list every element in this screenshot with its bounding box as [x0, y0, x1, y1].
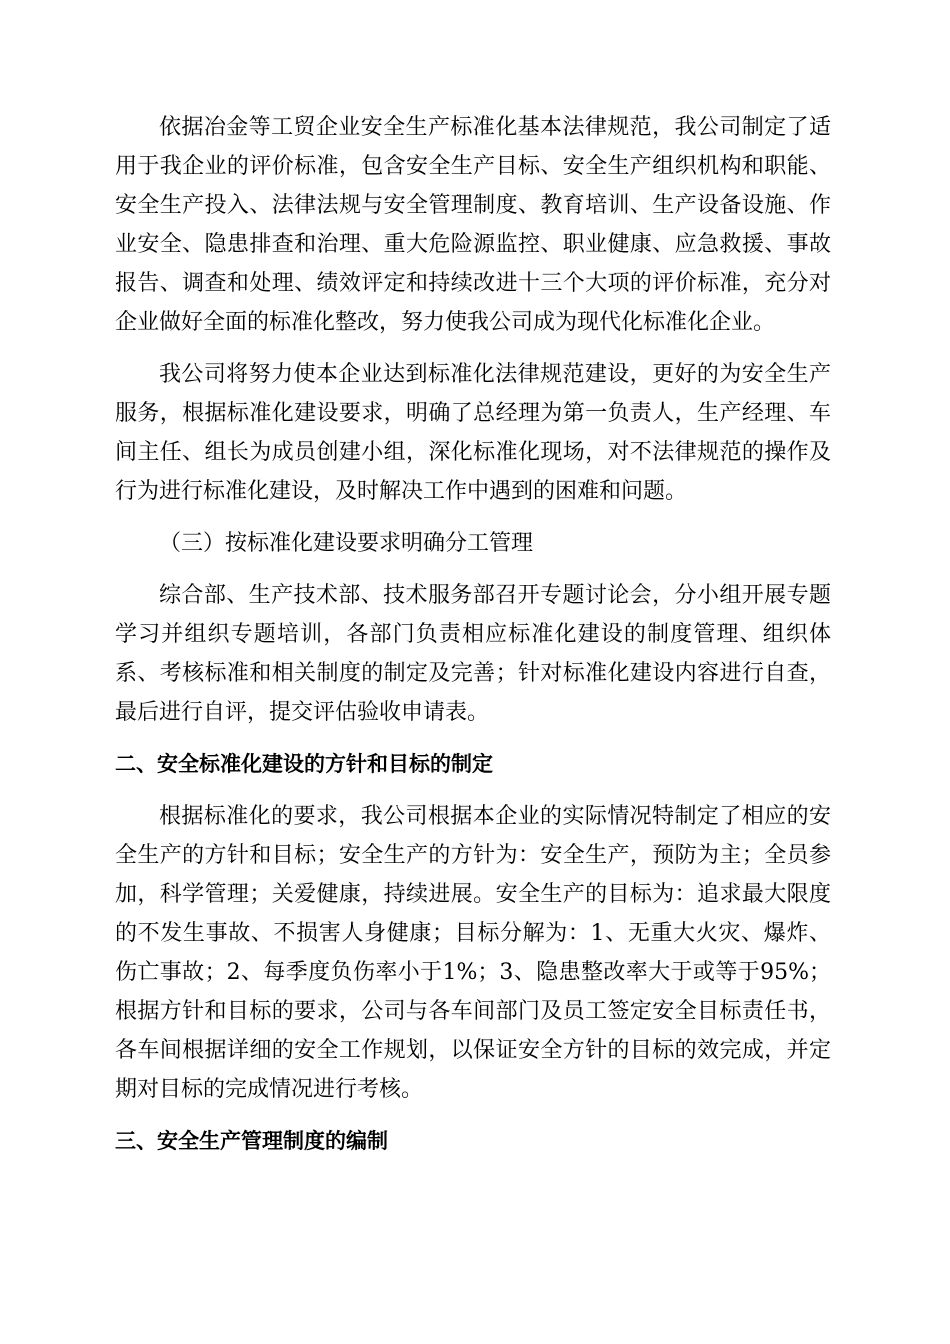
paragraph-standardization-leadership: 我公司将努力使本企业达到标准化法律规范建设，更好的为安全生产服务，根据标准化建设要求，明确了总经理为第一负责人，生产经理、车间主任、组长为成员创建小组，深化标准化现场，对不法律规范的操作及行为进行标准化建设，及时解决工作中遇到的困难和问题。 — [115, 362, 831, 504]
subheading-division-of-labor: （三）按标准化建设要求明确分工管理 — [159, 531, 534, 556]
section-heading-management-system: 三、安全生产管理制度的编制 — [115, 1129, 388, 1153]
paragraph-policy-and-goals: 根据标准化的要求，我公司根据本企业的实际情况特制定了相应的安全生产的方针和目标；安全生产的方针为：安全生产，预防为主；全员参加，科学管理；关爱健康，持续进展。安全生产的目标为：追求最大限度的不发生事故、不损害人身健康；目标分解为：1、无重大火灾、爆炸、伤亡事故；2、每季度负伤率小于1%；3、隐患整改率大于或等于95%；根据方针和目标的要求，公司与各车间部门及员工签定安全目标责任书，各车间根据详细的安全工作规划，以保证安全方针的目标的效完成，并定期对目标的完成情况进行考核。 — [115, 804, 831, 1102]
section-heading-policy-and-goals: 二、安全标准化建设的方针和目标的制定 — [115, 752, 493, 776]
paragraph-evaluation-standards: 依据冶金等工贸企业安全生产标准化基本法律规范，我公司制定了适用于我企业的评价标准，包含安全生产目标、安全生产组织机构和职能、安全生产投入、法律法规与安全管理制度、教育培训、生产设备设施、作业安全、隐患排查和治理、重大危险源监控、职业健康、应急救援、事故报告、调查和处理、绩效评定和持续改进十三个大项的评价标准，充分对企业做好全面的标准化整改，努力使我公司成为现代化标准化企业。 — [115, 115, 831, 335]
paragraph-department-tasks: 综合部、生产技术部、技术服务部召开专题讨论会，分小组开展专题学习并组织专题培训，各部门负责相应标准化建设的制度管理、组织体系、考核标准和相关制度的制定及完善；针对标准化建设内容进行自查，最后进行自评，提交评估验收申请表。 — [115, 583, 831, 725]
document-page — [115, 108, 831, 1174]
